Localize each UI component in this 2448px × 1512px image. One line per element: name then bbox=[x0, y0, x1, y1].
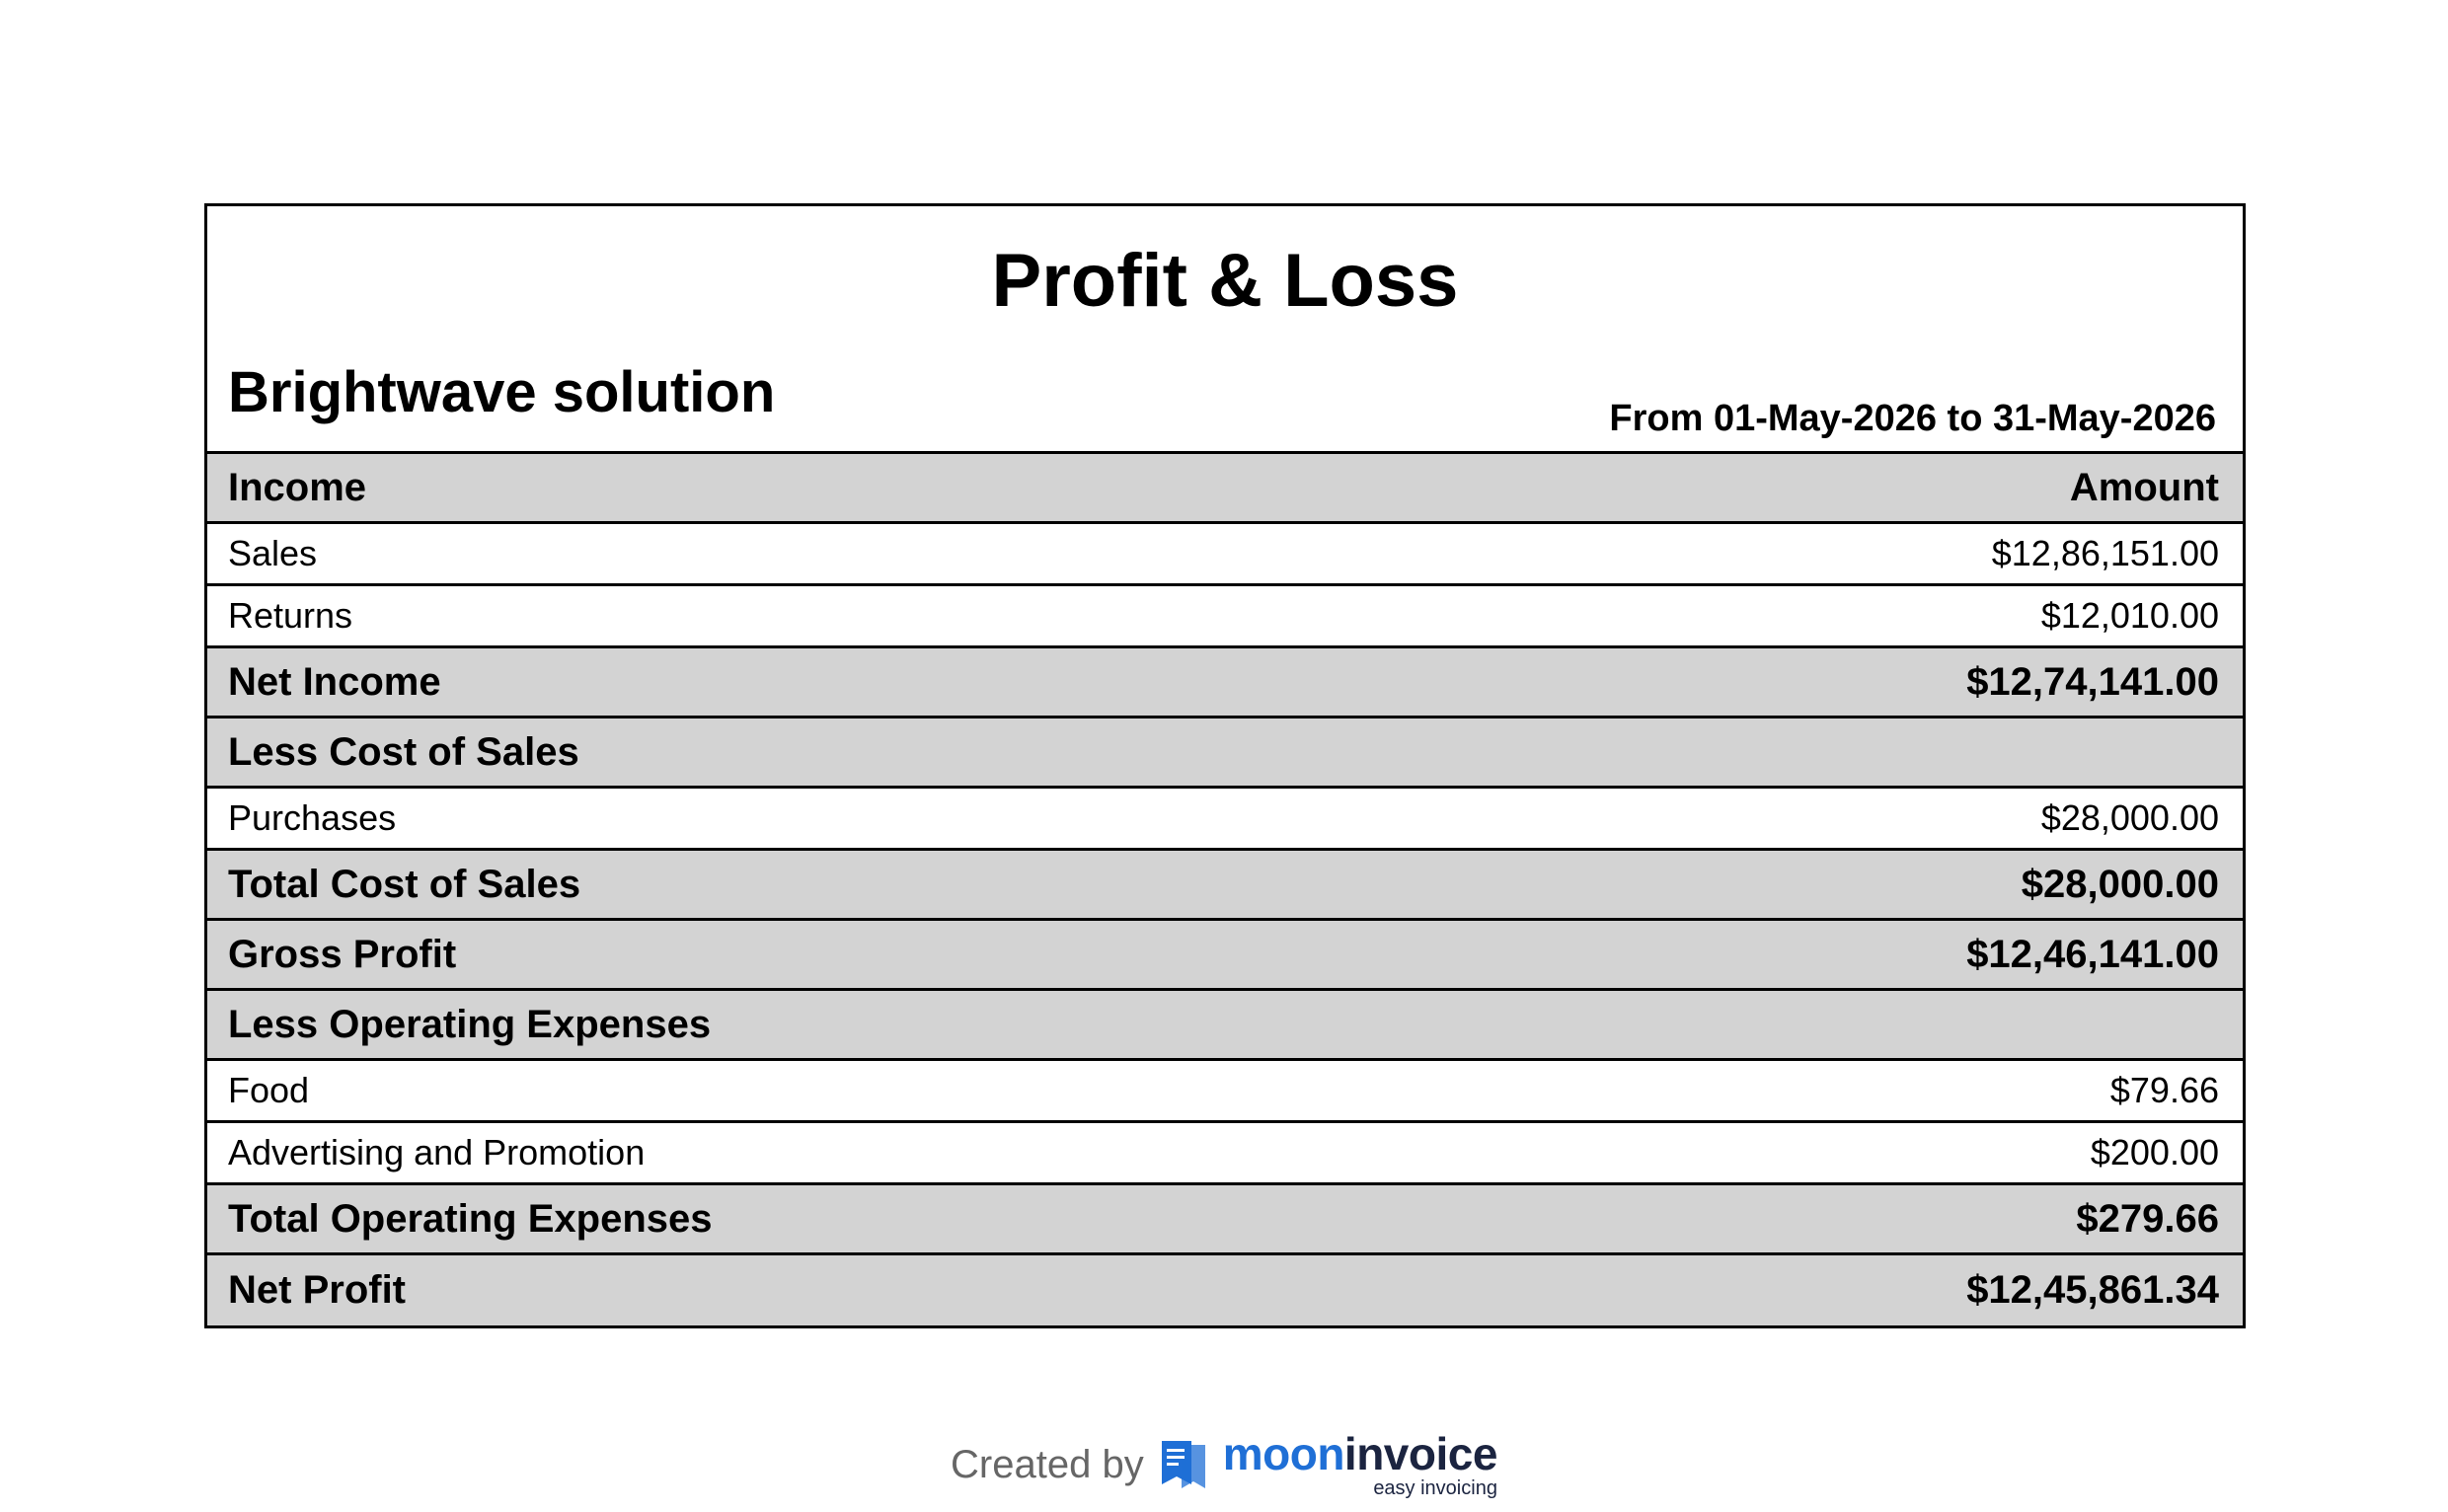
row-label: Total Operating Expenses bbox=[228, 1196, 713, 1241]
row-amount: $12,46,141.00 bbox=[1966, 932, 2219, 976]
profit-loss-report bbox=[204, 203, 2246, 1328]
report-title: Profit & Loss bbox=[991, 239, 1459, 323]
row-label: Net Income bbox=[228, 659, 441, 704]
row-amount: $28,000.00 bbox=[2040, 797, 2219, 838]
summary-row bbox=[207, 648, 2243, 718]
row-label: Less Operating Expenses bbox=[228, 1002, 712, 1046]
company-name: Brightwave solution bbox=[228, 360, 776, 424]
report-header bbox=[207, 206, 2243, 454]
brand-wordmark bbox=[1222, 1428, 1497, 1499]
brand-moon: moon bbox=[1222, 1428, 1344, 1479]
summary-row bbox=[207, 851, 2243, 921]
row-amount: $12,45,861.34 bbox=[1966, 1268, 2219, 1312]
row-amount: $279.66 bbox=[2076, 1196, 2219, 1241]
row-label: Food bbox=[228, 1070, 310, 1110]
row-amount: $12,74,141.00 bbox=[1966, 659, 2219, 704]
row-amount: $28,000.00 bbox=[2021, 862, 2219, 906]
row-label: Less Cost of Sales bbox=[228, 729, 579, 774]
row-label: Returns bbox=[228, 595, 353, 636]
row-label: Total Cost of Sales bbox=[228, 862, 581, 906]
row-label: Purchases bbox=[228, 797, 397, 838]
brand-tagline: easy invoicing bbox=[1373, 1477, 1497, 1499]
report-table bbox=[207, 454, 2243, 1325]
created-by-label: Created by bbox=[951, 1442, 1144, 1486]
summary-row bbox=[207, 454, 2243, 524]
row-label: Income bbox=[228, 465, 367, 509]
row-label: Advertising and Promotion bbox=[228, 1132, 646, 1172]
table-row bbox=[207, 789, 2243, 851]
footer-branding bbox=[0, 1428, 2448, 1499]
mooninvoice-logo-icon bbox=[1158, 1435, 1209, 1495]
row-amount: $79.66 bbox=[2109, 1070, 2219, 1110]
table-row bbox=[207, 586, 2243, 648]
row-amount: $200.00 bbox=[2090, 1132, 2219, 1172]
row-label: Net Profit bbox=[228, 1268, 406, 1312]
summary-row bbox=[207, 991, 2243, 1061]
summary-row bbox=[207, 921, 2243, 991]
row-amount: $12,86,151.00 bbox=[1991, 533, 2219, 573]
row-label: Sales bbox=[228, 533, 318, 573]
table-row bbox=[207, 524, 2243, 586]
row-label: Gross Profit bbox=[228, 932, 457, 976]
table-row bbox=[207, 1123, 2243, 1185]
row-amount: Amount bbox=[2069, 465, 2219, 509]
table-row bbox=[207, 1061, 2243, 1123]
brand-invoice: invoice bbox=[1343, 1428, 1497, 1479]
summary-row bbox=[207, 1255, 2243, 1325]
report-period: From 01-May-2026 to 31-May-2026 bbox=[1609, 398, 2216, 439]
summary-row bbox=[207, 1185, 2243, 1255]
row-amount: $12,010.00 bbox=[2040, 595, 2219, 636]
summary-row bbox=[207, 718, 2243, 789]
